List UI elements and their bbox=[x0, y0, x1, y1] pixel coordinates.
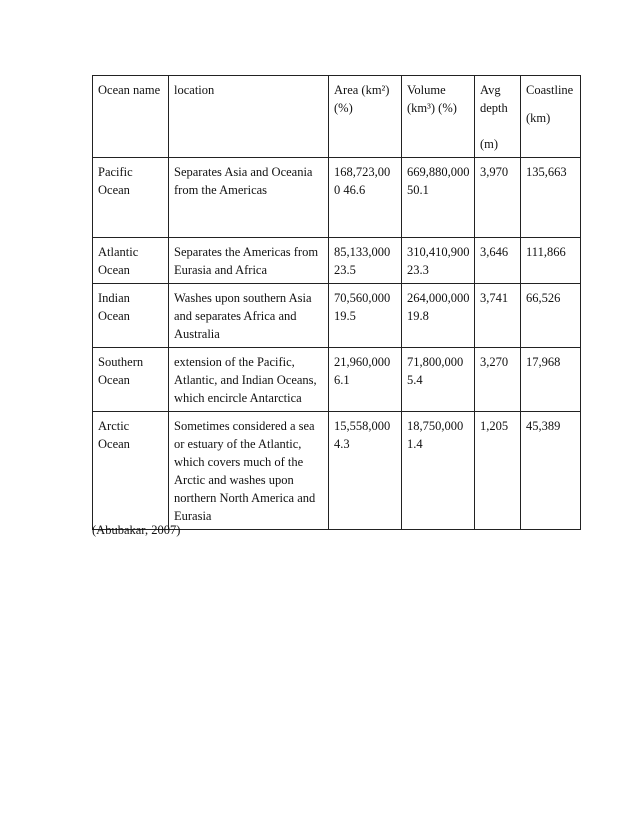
cell-avg-depth: 1,205 bbox=[475, 412, 521, 530]
citation: (Abubakar, 2007) bbox=[92, 523, 181, 537]
cell-area: 168,723,00 0 46.6 bbox=[329, 158, 402, 238]
cell-location: Separates the Americas from Eurasia and Africa bbox=[169, 238, 329, 284]
header-coastline-unit: (km) bbox=[526, 111, 551, 125]
cell-location: Sometimes considered a sea or estuary of the Atlantic, which covers much of the Arctic and washes upon northern North America and Eurasia bbox=[169, 412, 329, 530]
table-row-arctic bbox=[93, 412, 581, 530]
header-area: Area (km²) (%) bbox=[329, 76, 402, 158]
header-coastline-label: Coastline bbox=[526, 83, 574, 97]
header-coastline bbox=[521, 76, 581, 158]
cell-avg-depth: 3,970 bbox=[475, 158, 521, 238]
header-volume: Volume (km³) (%) bbox=[402, 76, 475, 158]
header-avg-depth-unit: (m) bbox=[480, 137, 499, 151]
table-header-row bbox=[93, 76, 581, 158]
table-row-atlantic bbox=[93, 238, 581, 284]
cell-location: Separates Asia and Oceania from the Americas bbox=[169, 158, 329, 238]
cell-area: 70,560,000 19.5 bbox=[329, 284, 402, 348]
cell-coastline: 66,526 bbox=[521, 284, 581, 348]
cell-ocean-name: Pacific Ocean bbox=[93, 158, 169, 238]
cell-ocean-name: Arctic Ocean bbox=[93, 412, 169, 530]
cell-volume: 71,800,000 5.4 bbox=[402, 348, 475, 412]
header-avg-depth-label: Avg depth bbox=[480, 83, 508, 115]
cell-area: 21,960,000 6.1 bbox=[329, 348, 402, 412]
table-row-southern bbox=[93, 348, 581, 412]
cell-location: extension of the Pacific, Atlantic, and Indian Oceans, which encircle Antarctica bbox=[169, 348, 329, 412]
cell-volume: 669,880,000 50.1 bbox=[402, 158, 475, 238]
cell-coastline: 45,389 bbox=[521, 412, 581, 530]
cell-volume: 264,000,000 19.8 bbox=[402, 284, 475, 348]
cell-volume: 310,410,900 23.3 bbox=[402, 238, 475, 284]
header-location: location bbox=[169, 76, 329, 158]
cell-coastline: 111,866 bbox=[521, 238, 581, 284]
cell-coastline: 17,968 bbox=[521, 348, 581, 412]
cell-avg-depth: 3,270 bbox=[475, 348, 521, 412]
ocean-data-table bbox=[92, 75, 581, 530]
table-row-pacific bbox=[93, 158, 581, 238]
cell-area: 85,133,000 23.5 bbox=[329, 238, 402, 284]
header-ocean-name: Ocean name bbox=[93, 76, 169, 158]
cell-area: 15,558,000 4.3 bbox=[329, 412, 402, 530]
cell-ocean-name: Atlantic Ocean bbox=[93, 238, 169, 284]
cell-ocean-name: Southern Ocean bbox=[93, 348, 169, 412]
cell-avg-depth: 3,646 bbox=[475, 238, 521, 284]
header-avg-depth bbox=[475, 76, 521, 158]
cell-coastline: 135,663 bbox=[521, 158, 581, 238]
cell-volume: 18,750,000 1.4 bbox=[402, 412, 475, 530]
cell-avg-depth: 3,741 bbox=[475, 284, 521, 348]
cell-ocean-name: Indian Ocean bbox=[93, 284, 169, 348]
table-row-indian bbox=[93, 284, 581, 348]
cell-location: Washes upon southern Asia and separates Africa and Australia bbox=[169, 284, 329, 348]
